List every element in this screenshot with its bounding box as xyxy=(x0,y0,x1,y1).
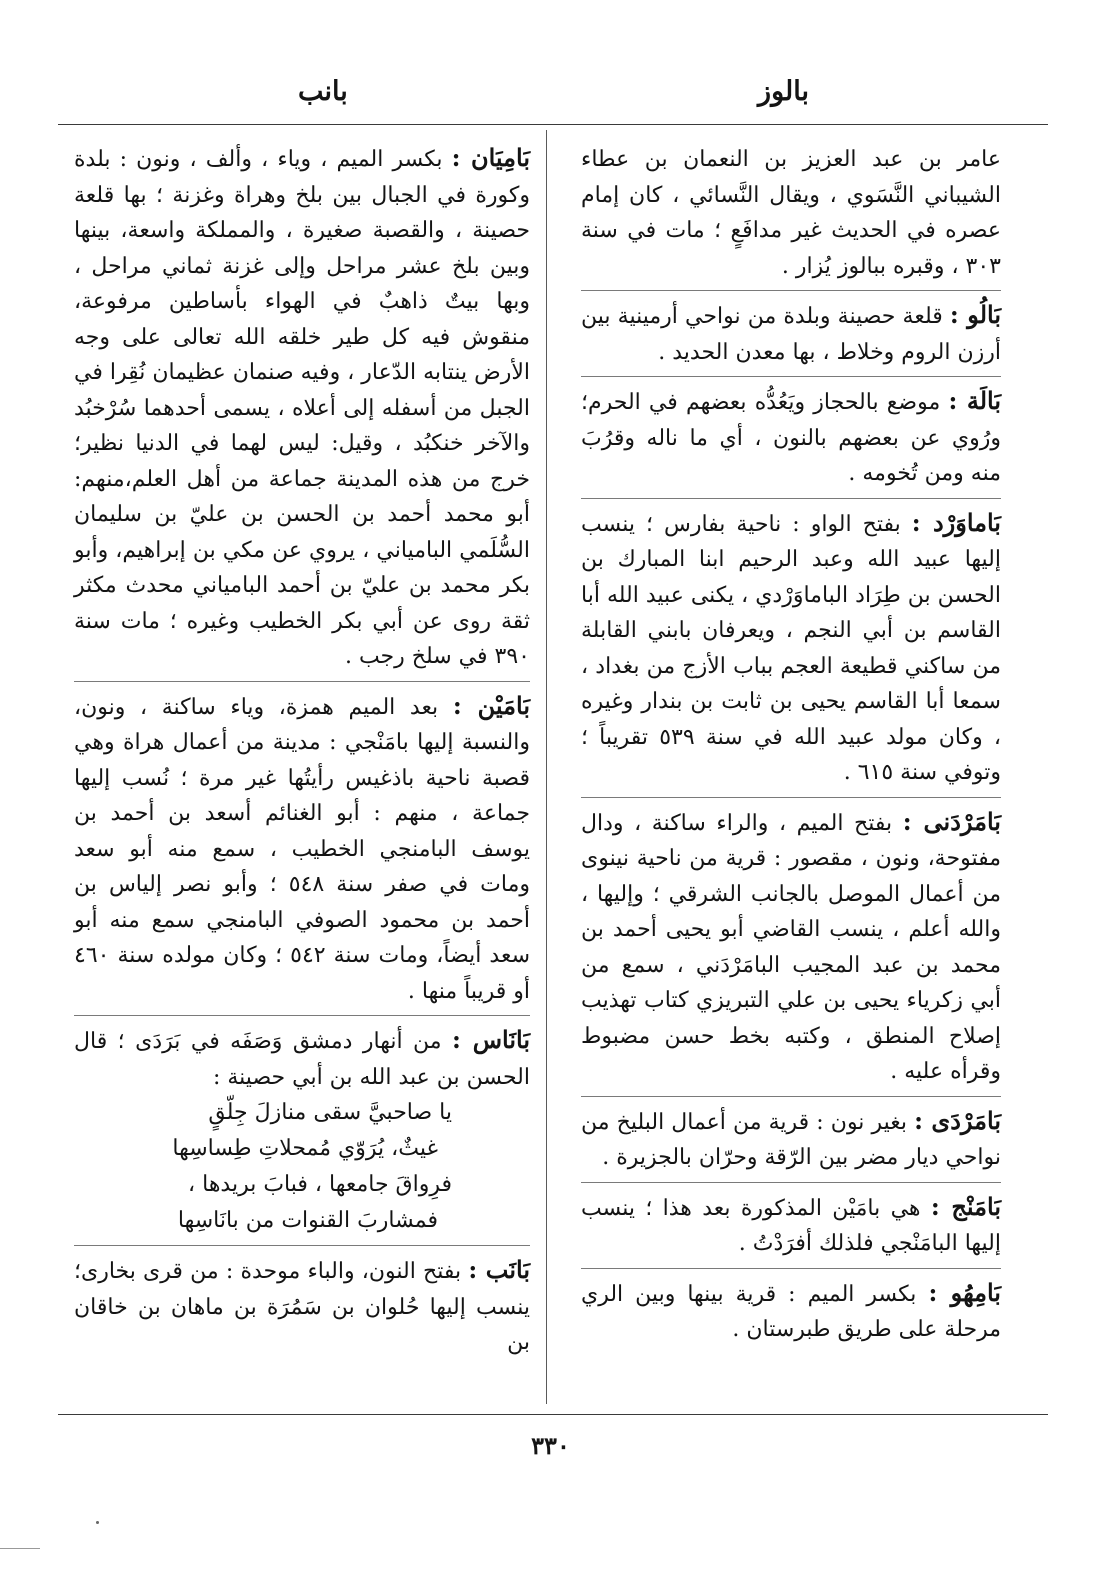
verse-line: فرِواقَ جامعها ، فبابَ بريدها ، xyxy=(188,1172,452,1197)
entry-body: بعد الميم همزة، وياء ساكنة ، ونون، والنسبة إليها بامَنْجي : مدينة من أعمال هراة وهي قصبة ناحية باذغيس رأيتُها غير مرة ؛ نُسب إليها جماعة ، منهم : أبو الغنائم أسعد بن أحمد بن يوسف البامنجي الخطيب ، سمع منه أبو سعد ومات في صفر سنة ٥٤٨ ؛ وأبو نصر إلياس بن أحمد بن محمود الصوفي البامنجي سمع منه أبو سعد أيضاً، ومات سنة ٥٤٢ ؛ وكان مولده سنة ٤٦٠ أو قريباً منها . xyxy=(74,694,530,1004)
entry-text xyxy=(74,688,530,1010)
page-number: ٣٣٠ xyxy=(531,1431,570,1460)
scan-speck xyxy=(96,1521,99,1524)
entry-headword: بَاماوَرْد : xyxy=(911,507,1001,537)
entry-bamiyan xyxy=(74,140,530,675)
entry-text xyxy=(581,505,1001,791)
entry-headword: بَانَاس : xyxy=(452,1025,530,1054)
entry-body: موضع بالحجاز ويَعُدُّه بعضهم في الحرم؛ورُوي عن بعضهم بالنون ، أي ما ناله وقرُبَ منه ومن تُخومه . xyxy=(581,390,1001,486)
entry-banab xyxy=(74,1245,530,1361)
column-divider xyxy=(546,130,547,1404)
entry-bamayn xyxy=(74,681,530,1010)
entry-text xyxy=(581,804,1001,1090)
entry-text xyxy=(74,140,530,675)
entry-body: عامر بن عبد العزيز بن النعمان بن عطاء الشيباني النَّسَوي ، ويقال النَّسائي ، كان إمام عصره في الحديث غير مدافَعٍ ؛ مات في سنة ٣٠٣ ، وقبره ببالوز يُزار . xyxy=(581,147,1001,279)
entry-body: بكسر الميم : قرية بينها وبين الري مرحلة على طريق طبرستان . xyxy=(581,1281,1001,1342)
entry-headword: بَامَرْدَى : xyxy=(914,1105,1001,1135)
entry-bamardana xyxy=(581,797,1001,1090)
entry-body: بفتح النون، والباء موحدة : من قرى بخارى؛ ينسب إليها حُلوان بن سَمُرَة بن ماهان بن خاقان بن xyxy=(74,1259,530,1355)
entry-body: بفتح الواو : ناحية بفارس ؛ ينسب إليها عبيد الله وعبد الرحيم ابنا المبارك بن الحسن بن طِرَاد الباماوَرْدي ، يكنى عبيد الله أبا القاسم بن أبي النجم ، ويعرفان بابني القابلة من ساكني قطيعة العجم بباب الأزج من بغداد ، سمعا أبا القاسم يحيى بن ثابت بن بندار وغيره ، وكان مولد عبيد الله في سنة ٥٣٩ تقريباً ؛ وتوفي سنة ٦١٥ . xyxy=(581,511,1001,785)
entry-bamarda xyxy=(581,1096,1001,1176)
verse-line: غيثٌ، يُرَوّي مُمحلاتِ طِساسِها xyxy=(172,1136,438,1161)
entry-headword: بَانَب : xyxy=(468,1255,530,1284)
entry-headword: بَامِهُو : xyxy=(928,1277,1001,1307)
entry-banas xyxy=(74,1015,530,1239)
entry-headword: بَامَيْن : xyxy=(452,690,531,720)
entry-body: قلعة حصينة وبلدة من نواحي أرمينية بين أرزن الروم وخلاط ، بها معدن الحديد . xyxy=(581,304,1001,365)
entry-headword: بَامَرْدَنى : xyxy=(902,806,1001,836)
entry-balu xyxy=(581,290,1001,370)
entry-bamihu xyxy=(581,1268,1001,1348)
entry-text xyxy=(581,297,1001,370)
running-header-right: بالوز xyxy=(758,76,809,107)
entry-headword: بَامِيَان : xyxy=(451,143,531,172)
entry-text xyxy=(74,1252,530,1361)
header-rule xyxy=(58,124,1048,125)
entry-bala xyxy=(581,376,1001,492)
entry-text xyxy=(581,140,1001,284)
entry-text xyxy=(74,1022,530,1095)
entry-text xyxy=(581,383,1001,492)
column-left xyxy=(74,140,530,1361)
verse-line: فمشاربَ القنوات من بانَاسِها xyxy=(177,1208,438,1233)
entry-body: من أنهار دمشق وَصَفَه في بَرَدَى ؛ قال الحسن بن عبد الله بن أبي حصينة : xyxy=(74,1029,530,1090)
entry-headword: بَالَة : xyxy=(948,386,1002,415)
entry-body: بغير نون : قرية من أعمال البليخ من نواحي ديار مضر بين الرّقة وحرّان بالجزيرة . xyxy=(581,1109,1001,1170)
entry-bamawerd xyxy=(581,498,1001,791)
scan-edge-line xyxy=(0,1548,40,1549)
entry-text xyxy=(581,1103,1001,1176)
entry-text xyxy=(581,1275,1001,1348)
running-header-left: بانب xyxy=(298,76,348,107)
entry-continuation xyxy=(581,140,1001,284)
verse-line: يا صاحبيَّ سقى منازلَ جِلّقٍ xyxy=(208,1100,452,1125)
entry-body: بفتح الميم ، والراء ساكنة ، ودال مفتوحة، ونون ، مقصور : قرية من ناحية نينوى من أعمال الموصل بالجانب الشرقي ؛ وإليها ، والله أعلم ، ينسب القاضي أبو يحيى أحمد بن محمد بن عبد المجيب البامَرْدَني ، سمع من أبي زكرياء يحيى بن علي التبريزي كتاب تهذيب إصلاح المنطق ، وكتبه بخط حسن مضبوط وقرأه عليه . xyxy=(581,810,1001,1084)
poem-verse xyxy=(74,1095,530,1239)
column-right xyxy=(581,140,1001,1348)
entry-text xyxy=(581,1189,1001,1262)
entry-body: بكسر الميم ، وياء ، وألف ، ونون : بلدة وكورة في الجبال بين بلخ وهراة وغزنة ؛ بها قلعة حصينة ، والقصبة صغيرة ، والمملكة واسعة، بينها وبين بلخ عشر مراحل وإلى غزنة ثماني مراحل ، وبها بيتٌ ذاهبٌ في الهواء بأساطين مرفوعة، منقوش فيه كل طير خلقه الله تعالى على وجه الأرض ينتابه الدّعار ، وفيه صنمان عظيمان نُقِرا في الجبل من أسفله إلى أعلاه ، يسمى أحدهما سُرْخبُد والآخر خنكبُد ، وقيل: ليس لهما في الدنيا نظير؛ خرج من هذه المدينة جماعة من أهل العلم،منهم: أبو محمد أحمد بن الحسن بن عليّ بن سليمان السُّلَمي البامياني ، يروي عن مكي بن إبراهيم، وأبو بكر محمد بن عليّ بن أحمد البامياني محدث مكثر ثقة روى عن أبي بكر الخطيب وغيره ؛ مات سنة ٣٩٠ في سلخ رجب . xyxy=(74,147,530,669)
entry-bamanj xyxy=(581,1182,1001,1262)
entry-headword: بَالُو : xyxy=(949,300,1001,329)
footer-rule xyxy=(58,1414,1048,1415)
entry-body: هي بامَيْن المذكورة بعد هذا ؛ ينسب إليها البامَنْجي فلذلك أفرَدْتُ . xyxy=(581,1195,1001,1256)
entry-headword: بَامَنْج : xyxy=(930,1191,1002,1221)
